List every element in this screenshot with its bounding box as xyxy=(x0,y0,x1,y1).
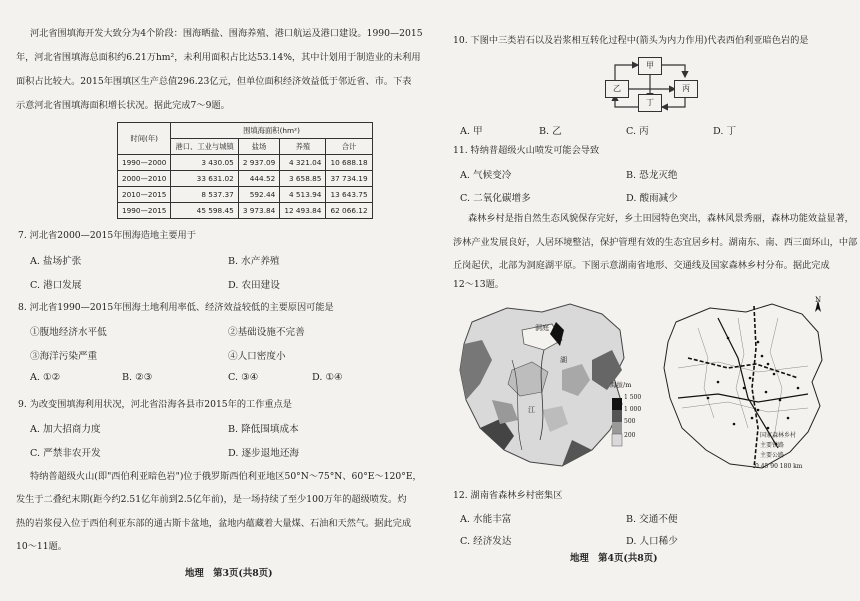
map-label-lake-2: 湖 xyxy=(560,356,567,364)
passage2-line-1: 特纳普超级火山(即"西伯利亚暗色岩")位于俄罗斯西伯利亚地区50°N～75°N、60°E～120°E， xyxy=(30,471,422,482)
q12-option-c[interactable]: C. 经济发达 xyxy=(460,536,512,547)
passage3-line-3: 丘岗起伏，北部为洞庭湖平原。下图示意湖南省地形、交通线及国家森林乡村分布。据此完成 xyxy=(453,260,830,271)
rock-box-yi: 乙 xyxy=(605,80,629,98)
map-label-river: 江 xyxy=(528,406,535,414)
table-cell: 4 513.94 xyxy=(280,187,326,203)
rock-box-ding: 丁 xyxy=(638,94,662,112)
q11-stem: 11. 特纳普超级火山喷发可能会导致 xyxy=(453,145,600,156)
table-cell: 45 598.45 xyxy=(171,203,238,219)
q7-option-b[interactable]: B. 水产养殖 xyxy=(228,256,280,267)
legend-railway: 主要铁路 xyxy=(760,442,785,449)
table-cell: 2000—2010 xyxy=(118,171,171,187)
q10-option-a[interactable]: A. 甲 xyxy=(460,126,483,137)
table-col-header: 盐场 xyxy=(238,139,280,155)
table-cell: 33 631.02 xyxy=(171,171,238,187)
q7-option-a[interactable]: A. 盐场扩张 xyxy=(30,256,82,267)
table-cell: 2010—2015 xyxy=(118,187,171,203)
q9-option-a[interactable]: A. 加大招商力度 xyxy=(30,424,101,435)
legend-title-elevation: 海拔/m xyxy=(610,381,632,389)
table-row xyxy=(118,187,373,203)
table-cell: 4 321.04 xyxy=(280,155,326,171)
q12-option-b[interactable]: B. 交通不便 xyxy=(626,514,678,525)
q10-option-d[interactable]: D. 丁 xyxy=(713,126,737,137)
q8-option-c[interactable]: C. ③④ xyxy=(228,372,259,383)
q11-option-c[interactable]: C. 二氧化碳增多 xyxy=(460,193,531,204)
table-cell: 3 973.84 xyxy=(238,203,280,219)
q12-stem: 12. 湖南省森林乡村密集区 xyxy=(453,490,563,501)
page-4 xyxy=(430,0,860,601)
table-row xyxy=(118,155,373,171)
passage2-line-3: 热的岩浆侵入位于西伯利亚东部的通古斯卡盆地，盆地内蕴藏着大量煤、石油和天然气。据此完成 xyxy=(16,518,412,529)
q8-statement-3: ③海洋污染严重 xyxy=(30,351,98,362)
q11-option-a[interactable]: A. 气候变冷 xyxy=(460,170,512,181)
q8-statement-2: ②基础设施不完善 xyxy=(228,327,305,338)
table-cell: 2 937.09 xyxy=(238,155,280,171)
legend-elev-1000: 1 000 xyxy=(624,406,642,413)
q12-option-a[interactable]: A. 水能丰富 xyxy=(460,514,512,525)
passage2-line-2: 发生于二叠纪末期(距今约2.51亿年前到2.5亿年前)，是一场持续了至少100万年的超级喷发。灼 xyxy=(16,494,407,505)
rock-box-bing: 丙 xyxy=(674,80,698,98)
q8-option-a[interactable]: A. ①② xyxy=(30,372,61,383)
page-footer: 地理 第4页(共8页) xyxy=(570,553,658,564)
legend-elev-1500: 1 500 xyxy=(624,394,642,401)
passage3-line-4: 12～13题。 xyxy=(453,279,504,290)
legend-forest-village: 国家森林乡村 xyxy=(760,432,797,439)
q7-stem: 7. 河北省2000—2015年围海造地主要用于 xyxy=(18,230,196,241)
table-cell: 1990—2015 xyxy=(118,203,171,219)
q8-statement-1: ①腹地经济水平低 xyxy=(30,327,107,338)
table-cell: 3 430.05 xyxy=(171,155,238,171)
table-cell: 12 493.84 xyxy=(280,203,326,219)
q9-option-d[interactable]: D. 逐步退地还海 xyxy=(228,448,300,459)
q10-option-c[interactable]: C. 丙 xyxy=(626,126,649,137)
table-cell: 13 643.75 xyxy=(326,187,372,203)
q7-option-d[interactable]: D. 农田建设 xyxy=(228,280,280,291)
passage3-line-2: 涉林产业发展良好，人居环境整洁，保护管理有效的生态宜居乡村。湖南东、南、西三面环山，中部 xyxy=(453,237,858,248)
table-col-header: 合计 xyxy=(326,139,372,155)
q12-option-d[interactable]: D. 人口稀少 xyxy=(626,536,678,547)
intro-line-4: 示意河北省围填海面积增长状况。据此完成7～9题。 xyxy=(16,100,230,111)
intro-line-2: 年，河北省围填海总面积约6.21万hm²，未利用面积占比达53.14%，其中计划用于制造业的未利用 xyxy=(16,52,421,63)
intro-line-1: 河北省围填海开发大致分为4个阶段：围海晒盐、围海养殖、港口航运及港口建设。1990—2015 xyxy=(30,28,423,39)
table-cell: 62 066.12 xyxy=(326,203,372,219)
q11-option-d[interactable]: D. 酸雨减少 xyxy=(626,193,678,204)
reclamation-table xyxy=(117,122,373,219)
table-row xyxy=(118,203,373,219)
q11-option-b[interactable]: B. 恐龙灭绝 xyxy=(626,170,678,181)
table-cell: 592.44 xyxy=(238,187,280,203)
q8-statement-4: ④人口密度小 xyxy=(228,351,286,362)
table-col-header: 港口、工业与城镇 xyxy=(171,139,238,155)
north-arrow-label: N xyxy=(815,296,822,304)
passage2-line-4: 10～11题。 xyxy=(16,541,67,552)
q10-stem: 10. 下图中三类岩石以及岩浆相互转化过程中(箭头为内力作用)代表西伯利亚暗色岩的是 xyxy=(453,35,809,46)
q9-option-c[interactable]: C. 严禁非农开发 xyxy=(30,448,101,459)
map-label-lake: 洞庭 xyxy=(535,324,549,332)
passage3-line-1: 森林乡村是指自然生态风貌保存完好，乡土田园特色突出，森林风景秀丽，森林功能效益显著， xyxy=(468,213,854,224)
q7-option-c[interactable]: C. 港口发展 xyxy=(30,280,82,291)
table-cell: 37 734.19 xyxy=(326,171,372,187)
table-cell: 1990—2000 xyxy=(118,155,171,171)
table-cell: 3 658.85 xyxy=(280,171,326,187)
q8-option-d[interactable]: D. ①④ xyxy=(312,372,343,383)
table-cell: 10 688.18 xyxy=(326,155,372,171)
table-cell: 8 537.37 xyxy=(171,187,238,203)
intro-line-3: 面积占比较大。2015年围填区生产总值296.23亿元，但单位面积经济效益低于邻近省、市。下表 xyxy=(16,76,412,87)
q9-stem: 9. 为改变围填海利用状况，河北省沿海各县市2015年的工作重点是 xyxy=(18,399,292,410)
legend-elev-200: 200 xyxy=(624,432,636,439)
q10-option-b[interactable]: B. 乙 xyxy=(539,126,562,137)
hunan-transport-map xyxy=(658,298,838,474)
map-scale-bar: 0 45 90 180 km xyxy=(755,463,803,470)
q9-option-b[interactable]: B. 降低围填成本 xyxy=(228,424,299,435)
page-footer: 地理 第3页(共8页) xyxy=(185,568,273,579)
table-cell: 444.52 xyxy=(238,171,280,187)
table-col-header: 养殖 xyxy=(280,139,326,155)
rock-box-jia: 甲 xyxy=(638,57,662,75)
table-group-header: 围填海面积(hm²) xyxy=(171,123,372,139)
table-header-period: 时间(年) xyxy=(118,123,171,155)
q8-option-b[interactable]: B. ②③ xyxy=(122,372,153,383)
legend-highway: 主要公路 xyxy=(760,452,785,459)
q8-stem: 8. 河北省1990—2015年围海土地利用率低、经济效益较低的主要原因可能是 xyxy=(18,302,334,313)
table-row xyxy=(118,171,373,187)
legend-elev-500: 500 xyxy=(624,418,636,425)
